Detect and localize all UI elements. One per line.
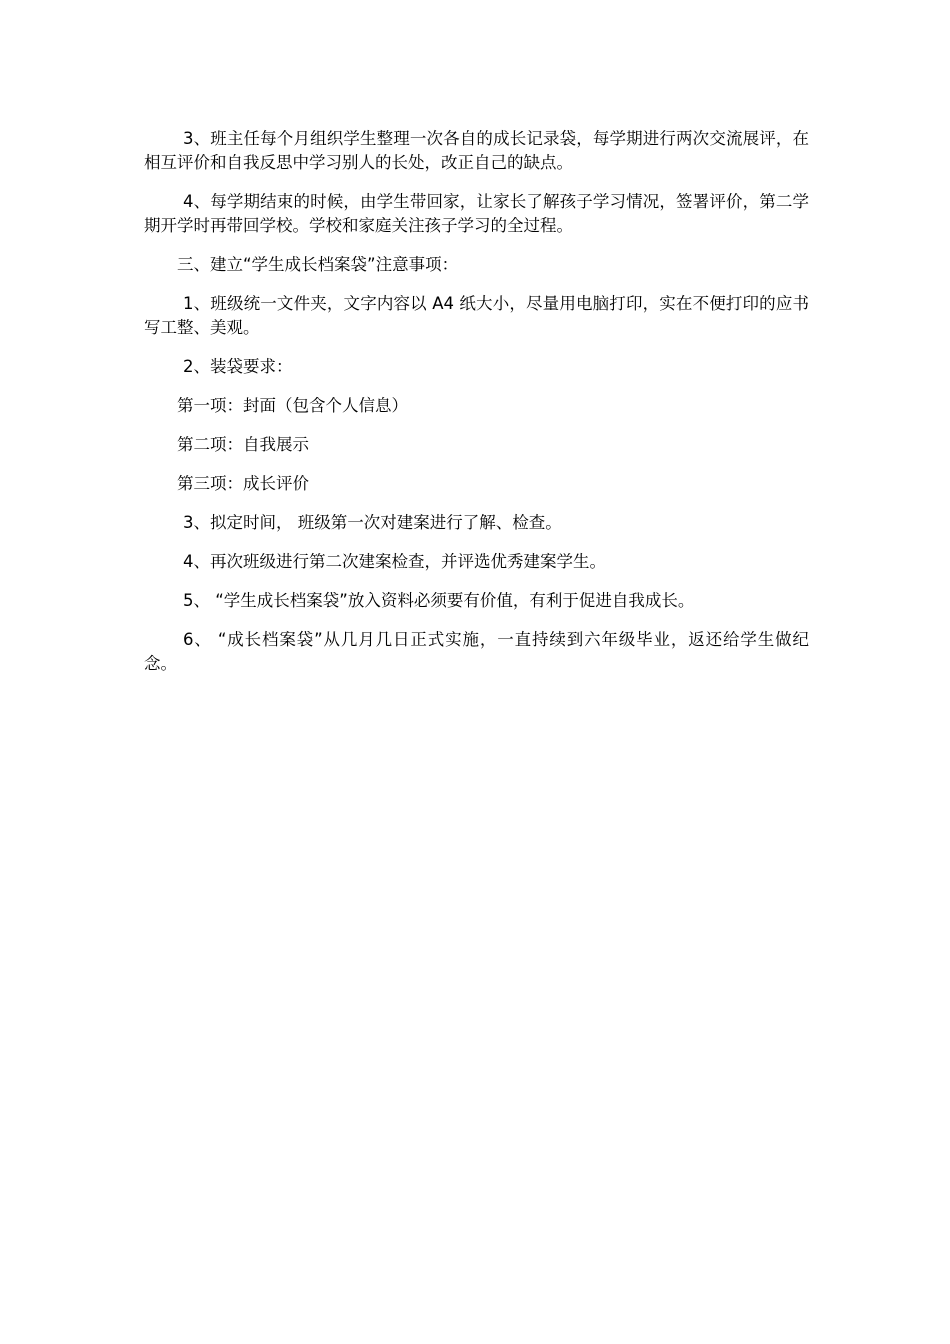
document-body bbox=[144, 127, 809, 691]
list-item-cover: 第一项：封面（包含个人信息） bbox=[177, 396, 408, 415]
paragraph-item-4-second-check: 4、再次班级进行第二次建案检查，并评选优秀建案学生。 bbox=[183, 552, 606, 571]
paragraph-item-2-bag-requirements: 2、装袋要求： bbox=[183, 357, 293, 376]
paragraph-item-5-valuable-materials: 5、 “学生成长档案袋”放入资料必须要有价值，有利于促进自我成长。 bbox=[183, 591, 695, 610]
paragraph-item-4-take-home: 4、每学期结束的时候，由学生带回家，让家长了解孩子学习情况，签署评价，第二学期开学时再带回学校。学校和家庭关注孩子学习的全过程。 bbox=[144, 192, 809, 235]
list-item-growth-evaluation: 第三项：成长评价 bbox=[177, 474, 309, 493]
paragraph-item-3-schedule: 3、拟定时间， 班级第一次对建案进行了解、检查。 bbox=[183, 513, 562, 532]
paragraph-item-6-implementation: 6、 “成长档案袋”从几月几日正式实施，一直持续到六年级毕业，返还给学生做纪念。 bbox=[144, 630, 809, 673]
section-heading-precautions: 三、建立“学生成长档案袋”注意事项： bbox=[177, 255, 459, 274]
paragraph-item-1-folder: 1、班级统一文件夹，文字内容以 A4 纸大小，尽量用电脑打印，实在不便打印的应书写工整、美观。 bbox=[144, 294, 809, 337]
paragraph-item-3-monthly-organize: 3、班主任每个月组织学生整理一次各自的成长记录袋，每学期进行两次交流展评，在相互评价和自我反思中学习别人的长处，改正自己的缺点。 bbox=[144, 129, 809, 172]
list-item-self-display: 第二项：自我展示 bbox=[177, 435, 309, 454]
